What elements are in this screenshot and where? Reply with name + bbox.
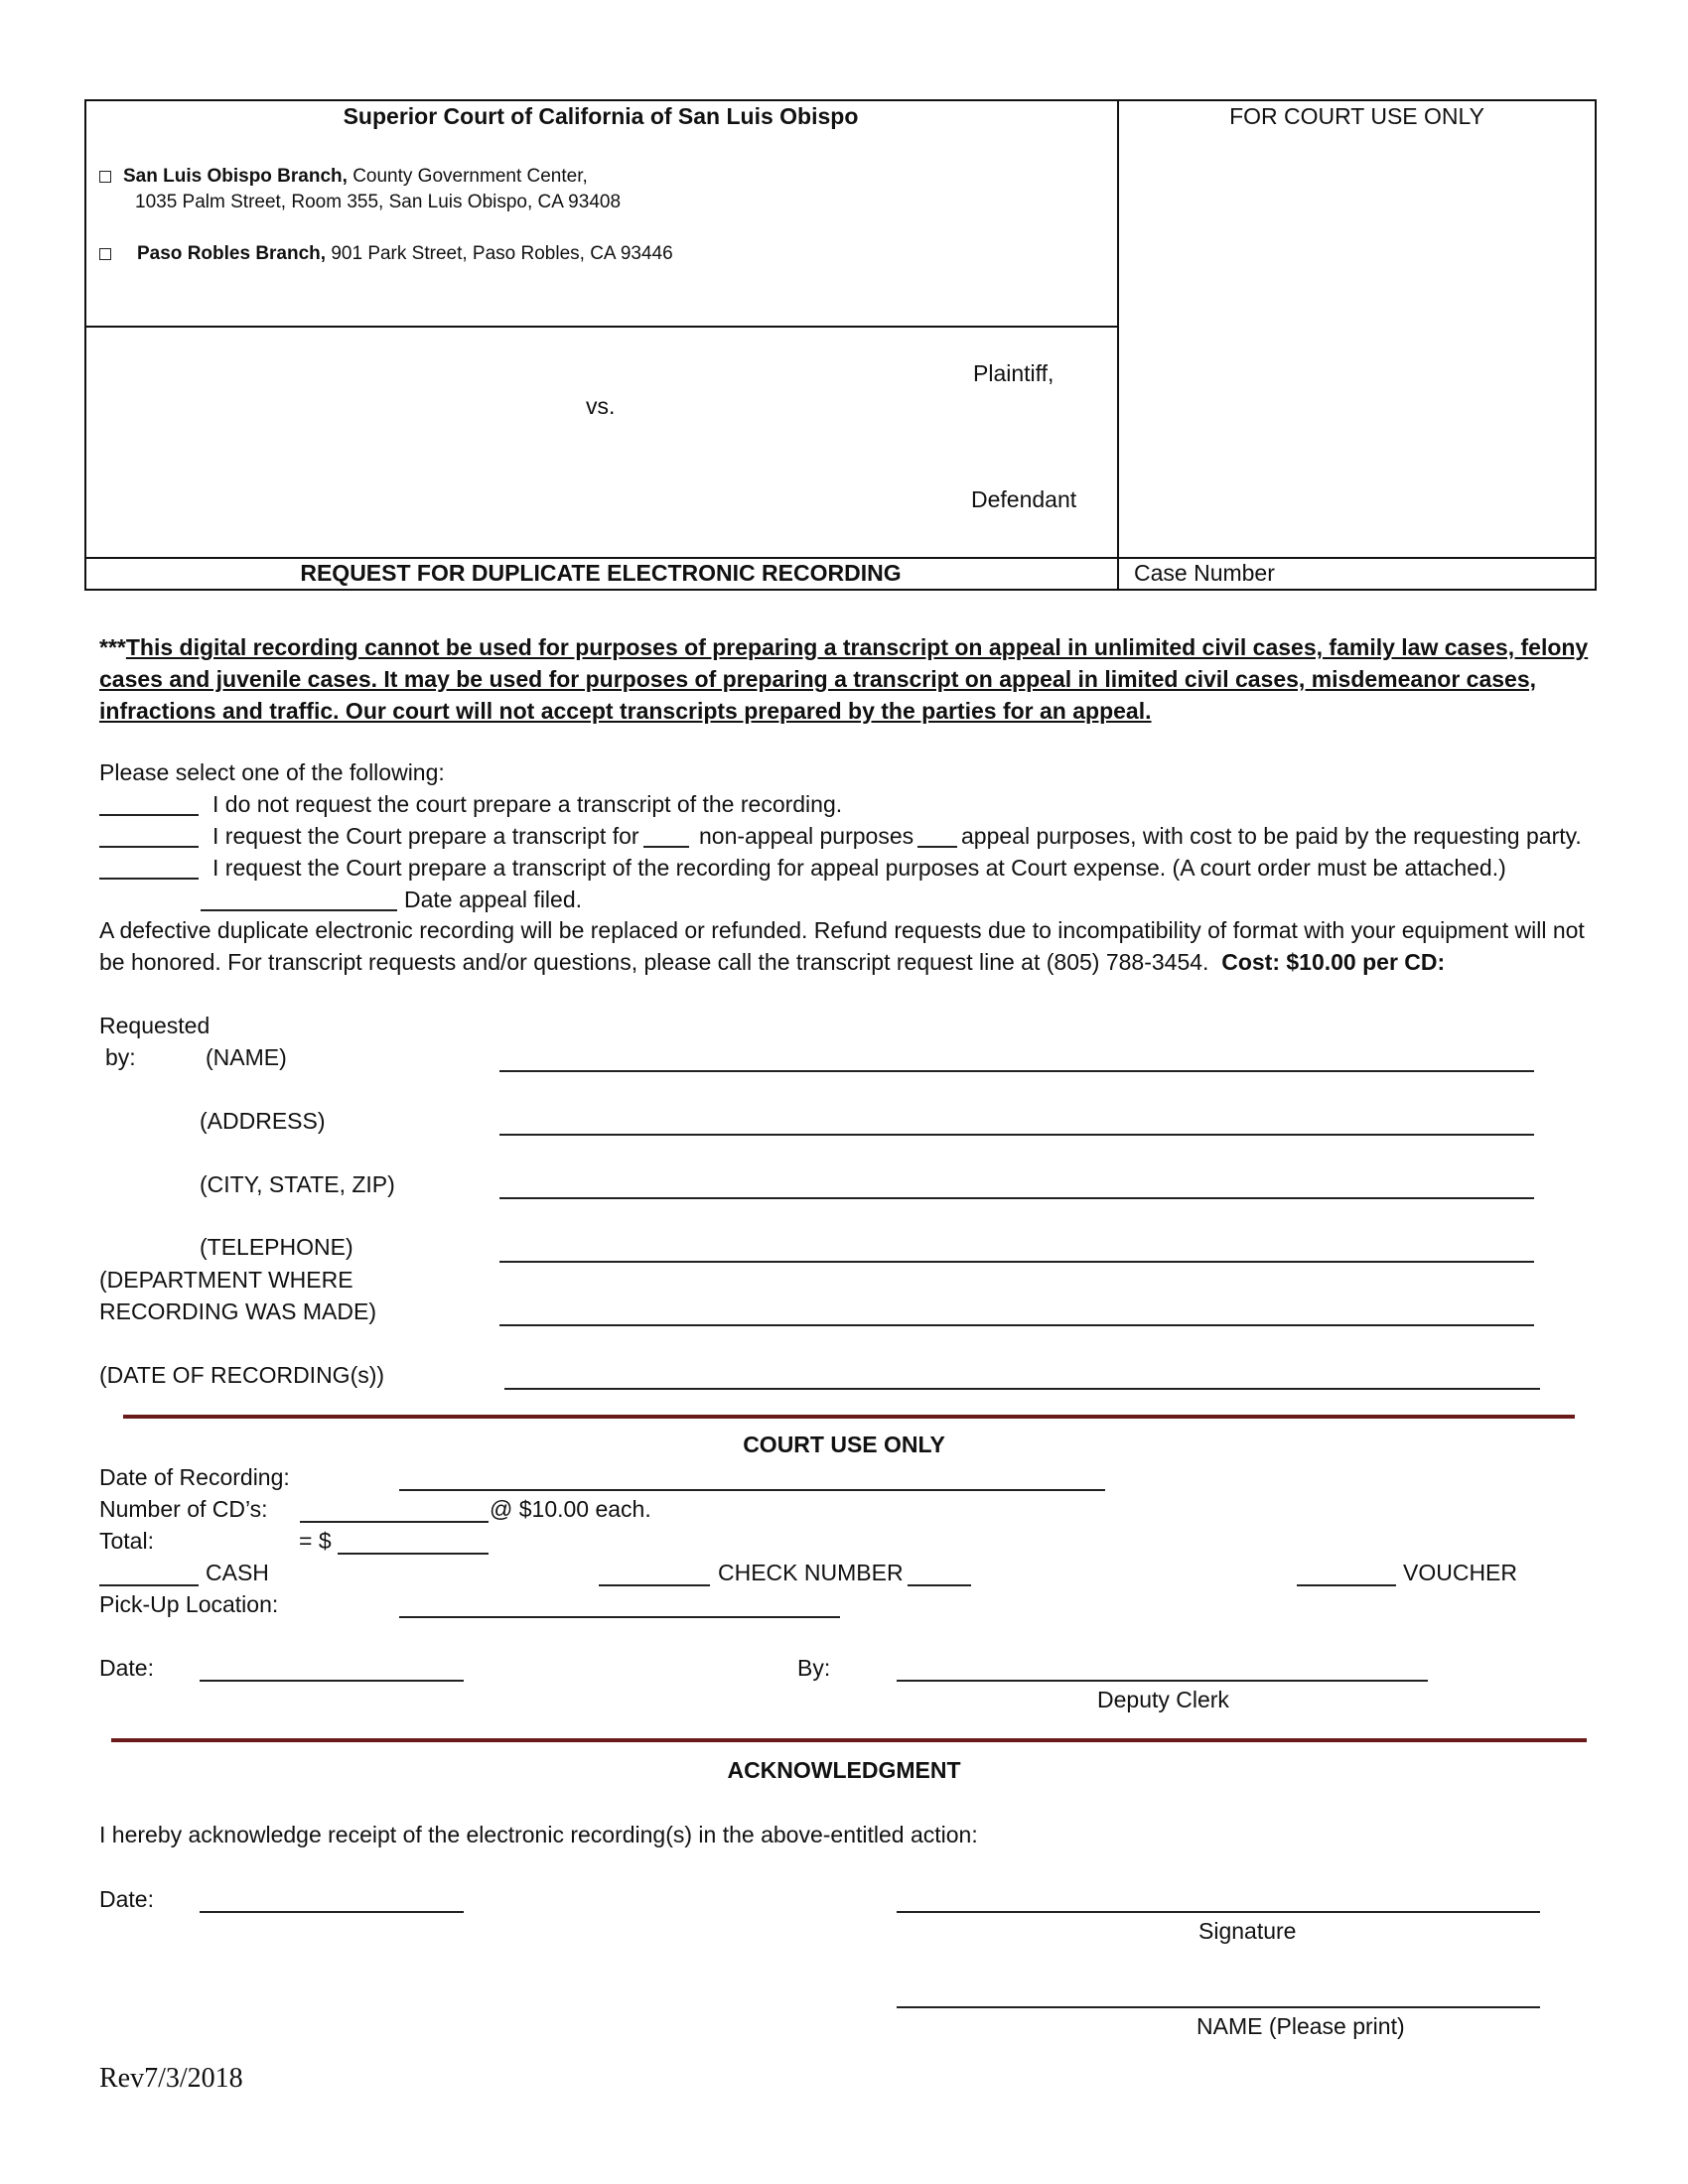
acknowledgment-text: I hereby acknowledge receipt of the electronic recording(s) in the above-entitled action: (99, 1822, 978, 1847)
number-cds-label: Number of CD’s: (99, 1496, 268, 1522)
address-label: (ADDRESS) (200, 1108, 326, 1134)
telephone-label: (TELEPHONE) (200, 1234, 353, 1260)
notice-line: cases and juvenile cases. It may be used for purposes of preparing a transcript on appeal in limited civil cases, misdemeanor cases, (99, 666, 1537, 692)
signature-label: Signature (1198, 1918, 1297, 1944)
revision-date: Rev7/3/2018 (99, 2063, 243, 2094)
cu-date-of-recording-label: Date of Recording: (99, 1464, 290, 1490)
defendant-label: Defendant (971, 486, 1077, 512)
option3-text: I request the Court prepare a transcript of the recording for appeal purposes at Court expense. (A court order must be attached.) (212, 855, 1506, 881)
appeal-blank[interactable] (917, 846, 957, 848)
for-court-use-label: FOR COURT USE ONLY (1229, 103, 1484, 129)
section-divider (123, 1415, 1575, 1419)
requested-label: Requested (99, 1013, 211, 1038)
date-appeal-blank[interactable] (201, 909, 397, 911)
by-clerk-label: By: (797, 1655, 831, 1681)
caption-divider (84, 326, 1118, 328)
branch-slo-name: San Luis Obispo Branch, (123, 166, 348, 187)
deputy-clerk-label: Deputy Clerk (1097, 1687, 1229, 1712)
cash-blank[interactable] (99, 1584, 199, 1586)
check-number-field[interactable] (908, 1584, 971, 1586)
date-of-recording-field[interactable] (504, 1388, 1540, 1390)
case-number-label: Case Number (1134, 560, 1275, 586)
defective-line (99, 949, 1445, 976)
each-price: @ $10.00 each. (490, 1496, 651, 1522)
branch-option-slo[interactable] (99, 166, 588, 188)
court-name: Superior Court of California of San Luis Obispo (343, 103, 859, 129)
department-field[interactable] (499, 1324, 1534, 1326)
section-divider (111, 1738, 1587, 1742)
form-title: REQUEST FOR DUPLICATE ELECTRONIC RECORDING (300, 560, 902, 586)
option2-blank[interactable] (99, 846, 199, 848)
branch-paso-checkbox[interactable] (99, 248, 111, 260)
plaintiff-label: Plaintiff, (973, 360, 1055, 386)
notice-line: infractions and traffic. Our court will not accept transcripts prepared by the parties for an appeal. (99, 698, 1152, 724)
date-of-recording-label: (DATE OF RECORDING(s)) (99, 1362, 385, 1388)
date-appeal-label: Date appeal filed. (404, 887, 583, 912)
selection-intro: Please select one of the following: (99, 759, 445, 785)
notice-line: This digital recording cannot be used for purposes of preparing a transcript on appeal in unlimited civil cases, family law cases, felony (125, 634, 1589, 660)
caption-divider (84, 557, 1597, 559)
name-print-field[interactable] (897, 2006, 1540, 2008)
court-use-title: COURT USE ONLY (743, 1432, 945, 1457)
signature-field[interactable] (897, 1911, 1540, 1913)
option2-text-c: appeal purposes, with cost to be paid by the requesting party. (961, 823, 1582, 849)
branch-option-paso[interactable] (99, 243, 673, 265)
branch-paso-name: Paso Robles Branch, (137, 243, 327, 264)
branch-paso-address: 901 Park Street, Paso Robles, CA 93446 (326, 243, 673, 264)
cu-date-field[interactable] (200, 1680, 464, 1682)
option2-text-b: non-appeal purposes (699, 823, 914, 849)
cu-date-label: Date: (99, 1655, 154, 1681)
defective-text: be honored. For transcript requests and/or questions, please call the transcript request line at (805) 788-3454. (99, 949, 1209, 975)
check-blank[interactable] (599, 1584, 710, 1586)
caption-divider (1117, 99, 1119, 591)
notice-prefix: *** (99, 634, 126, 660)
department-label-2: RECORDING WAS MADE) (99, 1298, 376, 1324)
ack-date-label: Date: (99, 1886, 154, 1912)
department-label: (DEPARTMENT WHERE (99, 1267, 353, 1293)
notice-block (99, 631, 1588, 727)
option1-blank[interactable] (99, 814, 199, 816)
ack-date-field[interactable] (200, 1911, 464, 1913)
acknowledgment-title: ACKNOWLEDGMENT (727, 1757, 961, 1783)
name-label: (NAME) (206, 1044, 287, 1070)
total-label: Total: (99, 1528, 154, 1554)
city-field[interactable] (499, 1197, 1534, 1199)
name-field[interactable] (499, 1070, 1534, 1072)
vs-label: vs. (586, 393, 616, 419)
branch-slo-checkbox[interactable] (99, 171, 111, 183)
address-field[interactable] (499, 1134, 1534, 1136)
branch-slo-address: County Government Center, (347, 166, 588, 187)
total-field[interactable] (338, 1553, 489, 1555)
option2-text-a: I request the Court prepare a transcript for (212, 823, 639, 849)
pickup-label: Pick-Up Location: (99, 1591, 279, 1617)
defective-line: A defective duplicate electronic recording will be replaced or refunded. Refund requests due to incompatibility of format with your equipment will not (99, 917, 1585, 943)
cost-text: Cost: $10.00 per CD: (1221, 949, 1446, 975)
telephone-field[interactable] (499, 1261, 1534, 1263)
check-label: CHECK NUMBER (718, 1560, 904, 1585)
cash-label: CASH (206, 1560, 269, 1585)
cu-date-of-recording-field[interactable] (399, 1489, 1105, 1491)
branch-slo-address-line2: 1035 Palm Street, Room 355, San Luis Obispo, CA 93408 (135, 192, 622, 212)
name-print-label: NAME (Please print) (1196, 2013, 1405, 2039)
option1-text: I do not request the court prepare a transcript of the recording. (212, 791, 843, 817)
deputy-clerk-field[interactable] (897, 1680, 1428, 1682)
city-label: (CITY, STATE, ZIP) (200, 1171, 395, 1197)
number-cds-field[interactable] (300, 1521, 489, 1523)
voucher-blank[interactable] (1297, 1584, 1396, 1586)
voucher-label: VOUCHER (1403, 1560, 1518, 1585)
total-equals: = $ (299, 1528, 332, 1554)
pickup-field[interactable] (399, 1616, 840, 1618)
by-label: by: (105, 1044, 136, 1070)
non-appeal-blank[interactable] (643, 846, 689, 848)
option3-blank[interactable] (99, 878, 199, 880)
